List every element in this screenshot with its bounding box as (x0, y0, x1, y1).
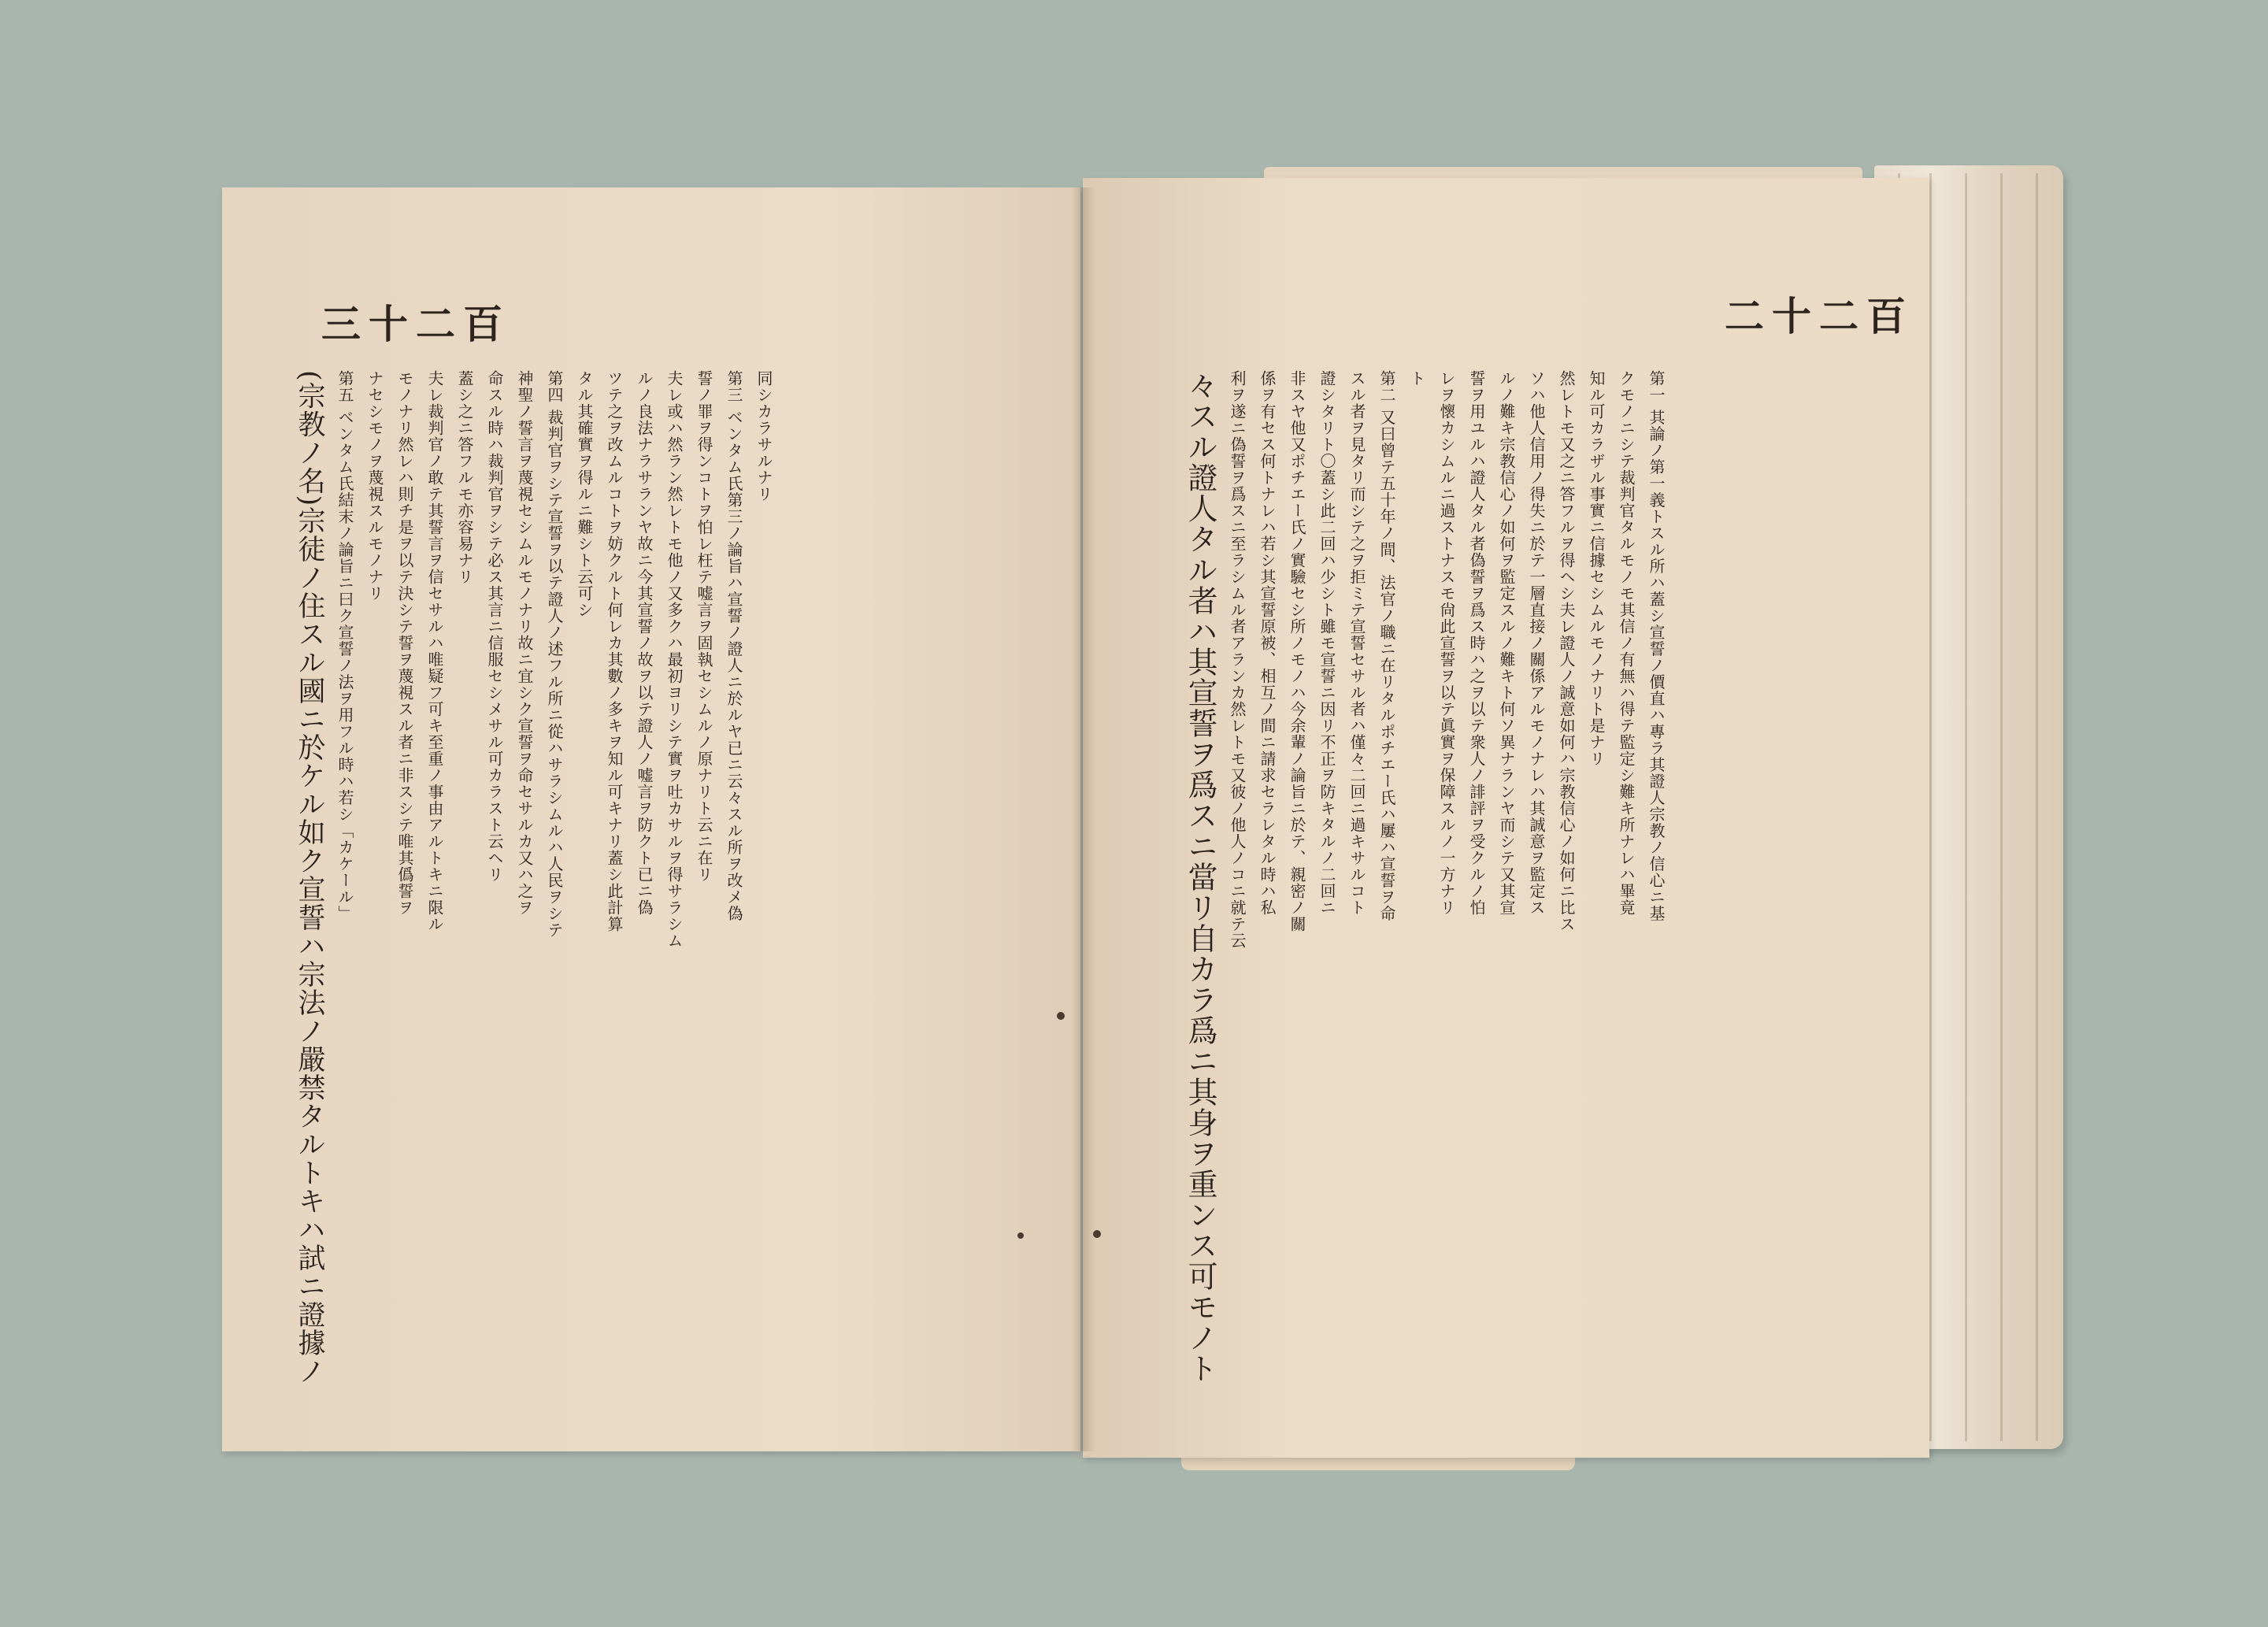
text-column: 利ヲ遂ニ偽誓ヲ爲スニ至ラシムル者アランカ然レトモ又彼ノ他人ノコニ就テ云 (1228, 370, 1247, 949)
text-column: 々スル證人タル者ハ其宣誓ヲ爲スニ當リ自カラ爲ニ其身ヲ重ンス可モノト (1183, 370, 1217, 1384)
text-column: 第四 裁判官ヲシテ宣誓ヲ以テ證人ノ述フル所ニ從ハサラシムルハ人民ヲシテ (545, 370, 564, 939)
text-column: 非スヤ他又ポチエー氏ノ實驗セシ所ノモノハ今余輩ノ論旨ニ於テ、親密ノ關 (1288, 370, 1306, 932)
text-column: 證シタリト〇蓋シ此二回ハ少シト雖モ宣誓ニ因リ不正ヲ防キタルノ二回ニ (1317, 370, 1336, 916)
left-text-columns (295, 370, 772, 1385)
text-column: レヲ懷カシムルニ過ストナスモ尙此宣誓ヲ以テ眞實ヲ保障スルノ一方ナリ (1437, 370, 1456, 916)
text-column: 然レトモ又之ニ答フルヲ得ヘシ夫レ證人ノ誠意如何ハ宗教信心ノ如何ニ比ス (1557, 370, 1576, 932)
text-column: ツテ之ヲ改ムルコトヲ妨クルト何レカ其數ノ多キヲ知ル可キナリ蓋シ此計算 (605, 370, 624, 932)
text-column: ルノ良法ナラサランヤ故ニ今其宣誓ノ故ヲ以テ證人ノ嘘言ヲ防クト已ニ偽 (635, 370, 654, 916)
text-column: スル者ヲ見タリ而シテ之ヲ拒ミテ宣誓セサル者ハ僅々二回ニ過キサルコト (1347, 370, 1366, 916)
text-column: 第三 ベンタム氏第三ノ論旨ハ宣誓ノ證人ニ於ルヤ已ニ云々スル所ヲ改メ偽 (724, 370, 743, 922)
book-gutter (1071, 187, 1095, 1451)
binding-hole (1093, 1230, 1101, 1238)
text-column: 神聖ノ誓言ヲ蔑視セシムルモノナリ故ニ宜シク宣誓ヲ命セサルカ又ハ之ヲ (515, 370, 534, 916)
binding-hole (1017, 1232, 1024, 1239)
text-column: クモノニシテ裁判官タルモノモ其信ノ有無ハ得テ監定シ難キ所ナレハ畢竟 (1617, 370, 1636, 916)
text-column: 第一 其論ノ第一義トスル所ハ蓋シ宣誓ノ價直ハ專ラ其證人宗教ノ信心ニ基 (1647, 370, 1666, 922)
text-column: ト (1407, 370, 1426, 387)
text-column: 誓ヲ用ユルハ證人タル者偽誓ヲ爲ス時ハ之ヲ以テ衆人ノ誹評ヲ受クルノ怕 (1467, 370, 1486, 916)
text-column: (宗教ノ名)宗徒ノ住スル國ニ於ケル如ク宣誓ハ宗法ノ嚴禁タルトキハ試ニ證據ノ (294, 370, 325, 1386)
text-column: 係ヲ有セス何トナレハ若シ其宣誓原被、相互ノ間ニ請求セラレタル時ハ私 (1258, 370, 1277, 916)
left-page-number: 三十二百 (321, 301, 510, 347)
right-text-columns (1185, 370, 1664, 1384)
text-column: ルノ難キ宗教信心ノ如何ヲ監定スルノ難キト何ソ異ナランヤ而シテ又其宣 (1497, 370, 1516, 916)
binding-hole (1057, 1012, 1065, 1020)
text-column: 夫レ裁判官ノ敢テ其誓言ヲ信セサルハ唯疑フ可キ至重ノ事由アルトキニ限ル (425, 370, 444, 932)
text-column: ナセシモノヲ蔑視スルモノナリ (365, 370, 384, 602)
text-column: 同シカラサルナリ (754, 370, 773, 502)
text-column: 蓋シ之ニ答フルモ亦容易ナリ (455, 370, 474, 585)
right-page-number: 二十二百 (1725, 293, 1914, 339)
text-column: モノナリ然レハ則チ是ヲ以テ決シテ誓ヲ蔑視スル者ニ非スシテ唯其僞誓ヲ (395, 370, 414, 916)
text-column: 夫レ或ハ然ラン然レトモ他ノ又多クハ最初ヨリシテ實ヲ吐カサルヲ得サラシム (665, 370, 684, 949)
text-column: 第二 又曰曾テ五十年ノ間、法官ノ職ニ在リタルポチエー氏ハ屢ハ宣誓ヲ命 (1377, 370, 1396, 922)
text-column: 第五 ベンタム氏結末ノ論旨ニ曰ク宣誓ノ法ヲ用フル時ハ若シ「カケール」 (335, 370, 354, 922)
text-column: タル其確實ヲ得ルニ難シト云可シ (575, 370, 594, 618)
text-column: ソハ他人信用ノ得失ニ於テ一層直接ノ關係アルモノナレハ其誠意ヲ監定ス (1527, 370, 1546, 916)
text-column: 誓ノ罪ヲ得ンコトヲ怕レ枉テ嘘言ヲ固執セシムルノ原ナリト云ニ在リ (695, 370, 713, 883)
text-column: 命スル時ハ裁判官ヲシテ必ス其言ニ信服セシメサル可カラスト云ヘリ (485, 370, 504, 883)
text-column: 知ル可カラザル事實ニ信據セシムルモノナリト是ナリ (1587, 370, 1606, 767)
